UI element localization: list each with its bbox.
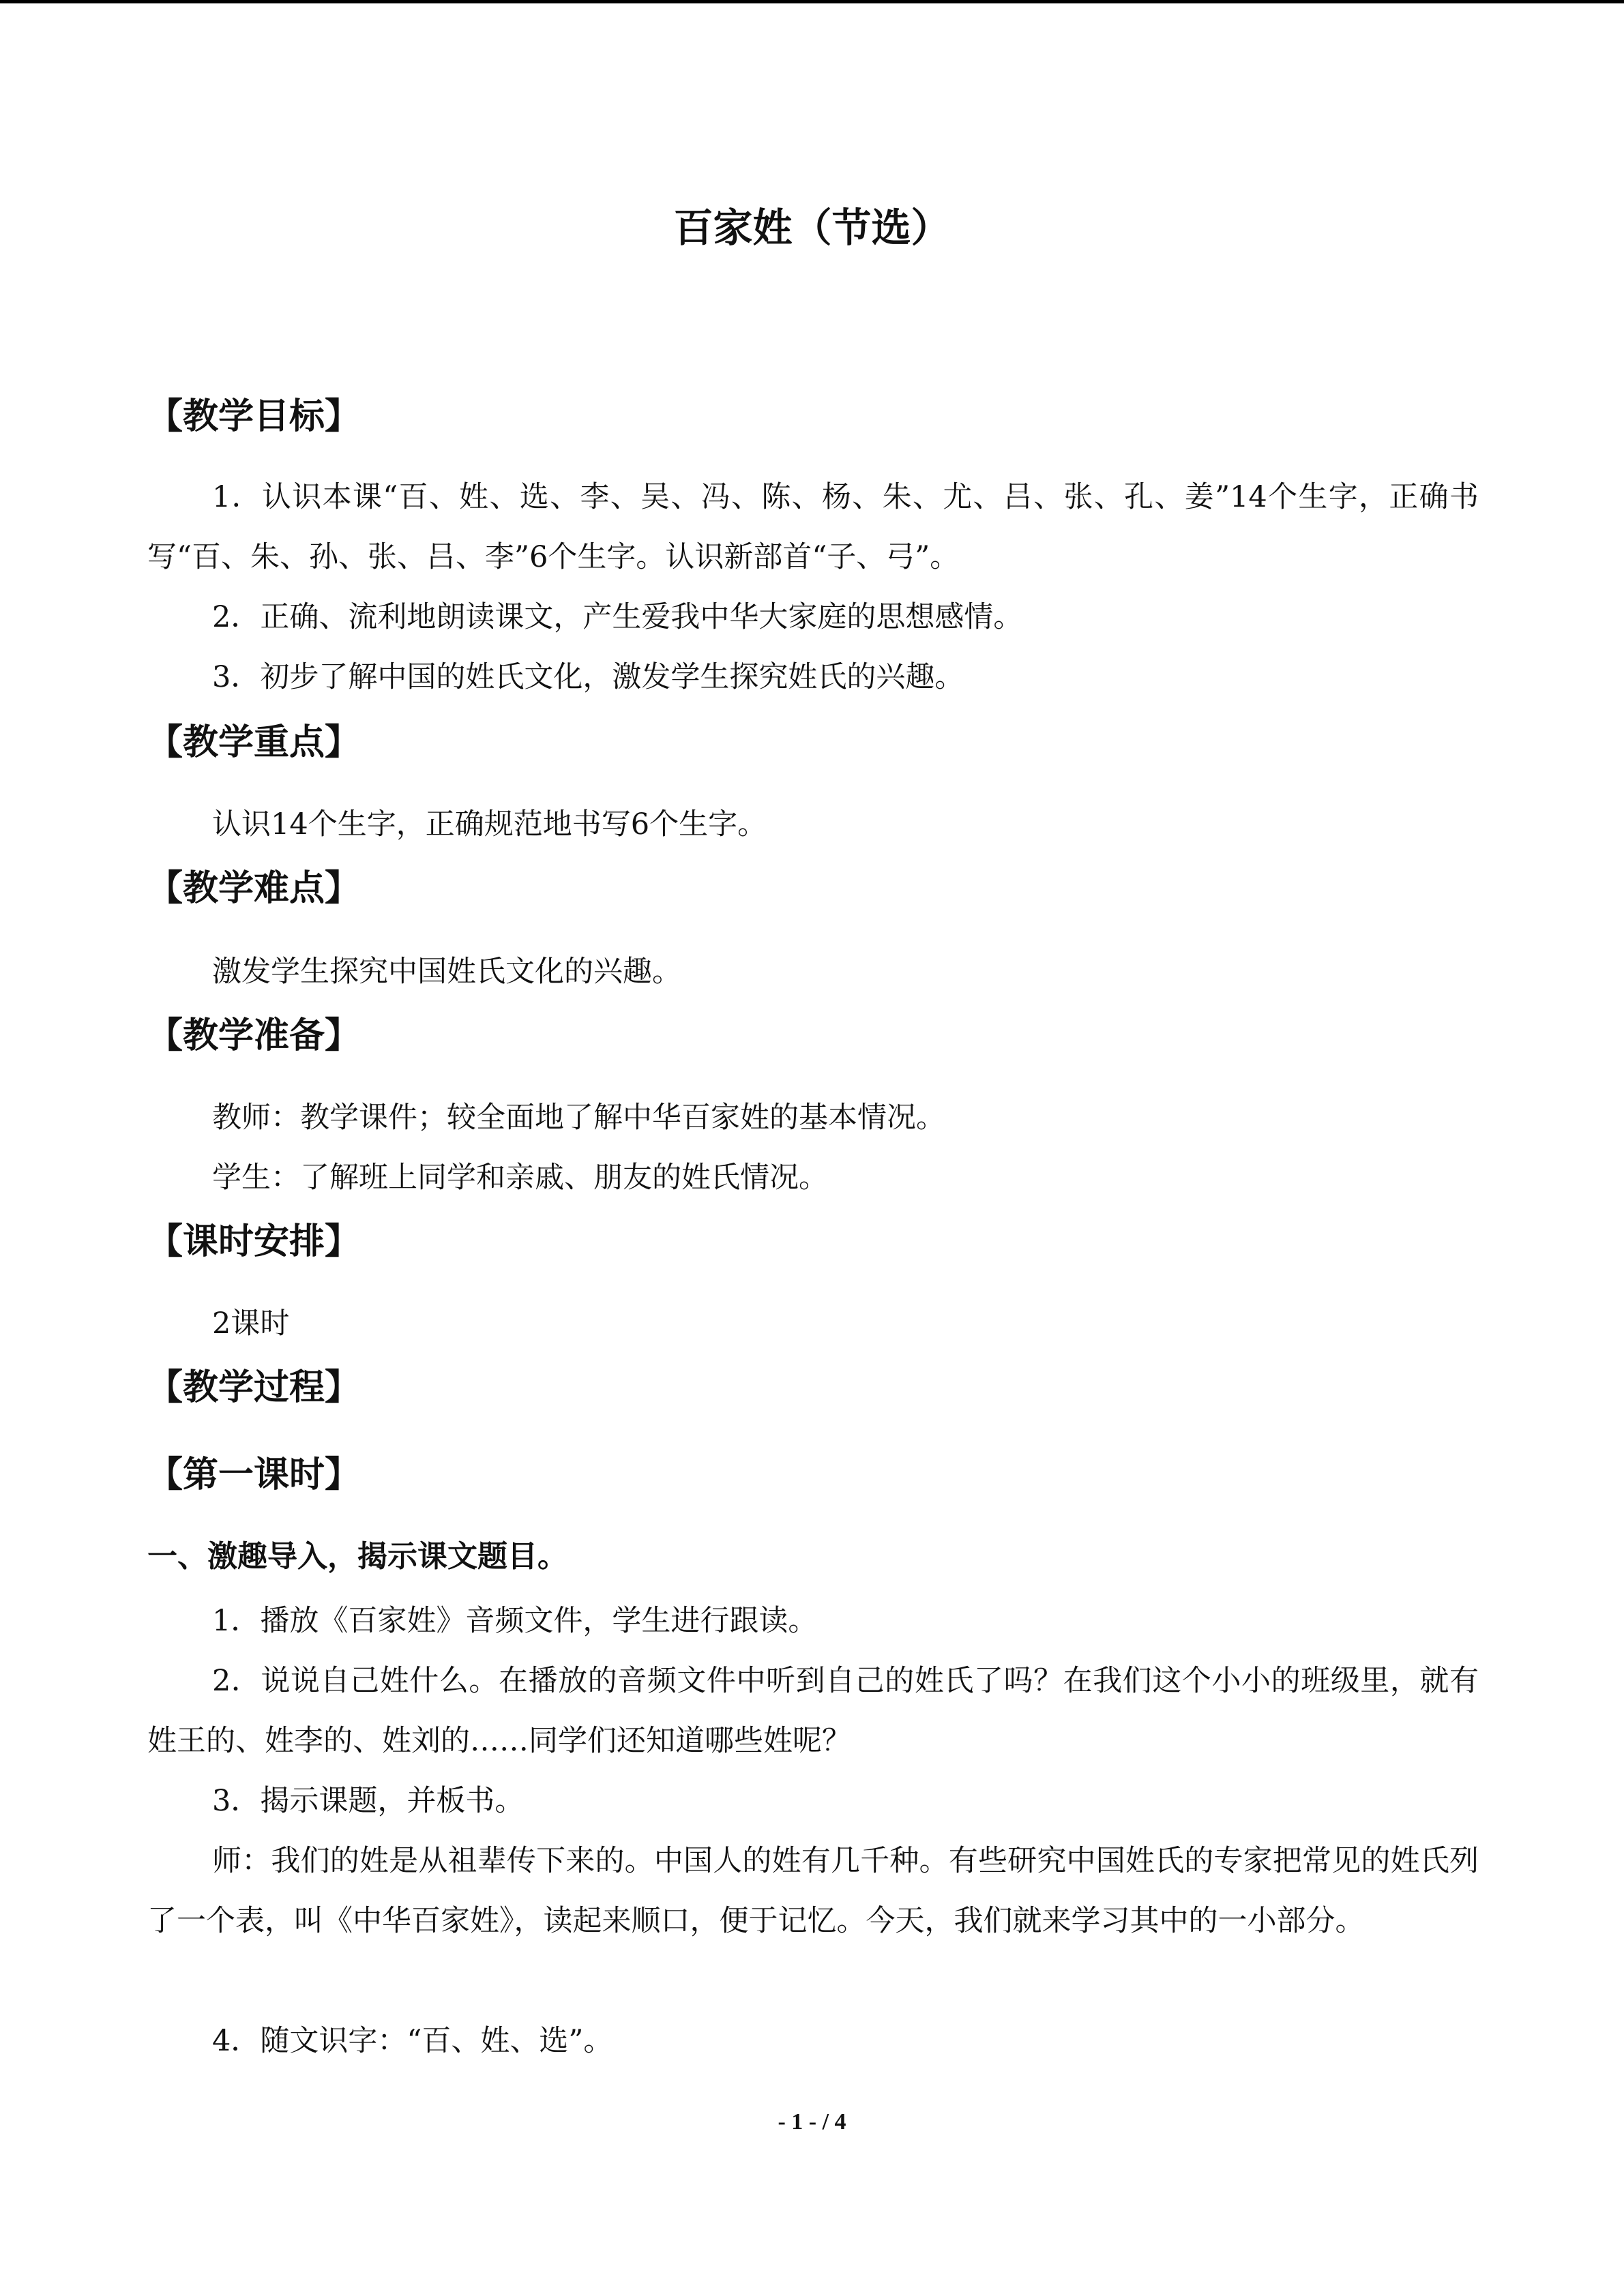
preparation-teacher: 教师：教学课件；较全面地了解中华百家姓的基本情况。	[212, 1101, 945, 1135]
lesson-1-item-4: 4．随文识字：“百、姓、选”。	[212, 2024, 613, 2058]
lesson-1-item-3: 3．揭示课题，并板书。	[212, 1784, 525, 1818]
page-number: - 1 - / 4	[778, 2109, 846, 2134]
document-title: 百家姓（节选）	[673, 205, 951, 251]
heading-schedule: 【课时安排】	[147, 1221, 361, 1262]
heading-key-points: 【教学重点】	[147, 722, 361, 763]
schedule-text: 2课时	[212, 1307, 290, 1341]
heading-difficulties: 【教学难点】	[147, 868, 361, 909]
lesson-1-item-2: 2．说说自己姓什么。在播放的音频文件中听到自己的姓氏了吗？在我们这个小小的班级里，就有姓王的、姓李的、姓刘的……同学们还知道哪些姓呢？	[147, 1664, 1479, 1758]
goal-item-1: 1．认识本课“百、姓、选、李、吴、冯、陈、杨、朱、尤、吕、张、孔、姜”14个生字，正确书写“百、朱、孙、张、吕、李”6个生字。认识新部首“子、弓”。	[147, 480, 1479, 574]
heading-teaching-goals: 【教学目标】	[147, 396, 361, 437]
heading-preparation: 【教学准备】	[147, 1015, 361, 1056]
goal-item-3: 3．初步了解中国的姓氏文化，激发学生探究姓氏的兴趣。	[212, 660, 964, 694]
goal-item-2: 2．正确、流利地朗读课文，产生爱我中华大家庭的思想感情。	[212, 600, 1023, 634]
key-points-text: 认识14个生字，正确规范地书写6个生字。	[212, 807, 767, 841]
heading-lesson-1: 【第一课时】	[147, 1455, 361, 1495]
lesson-1-teacher-speech: 师：我们的姓是从祖辈传下来的。中国人的姓有几千种。有些研究中国姓氏的专家把常见的姓氏列了一个表，叫《中华百家姓》，读起来顺口，便于记忆。今天，我们就来学习其中的一小部分。	[147, 1844, 1479, 1938]
lesson-1-item-1: 1．播放《百家姓》音频文件，学生进行跟读。	[212, 1604, 818, 1638]
heading-process: 【教学过程】	[147, 1367, 361, 1408]
difficulties-text: 激发学生探究中国姓氏文化的兴趣。	[212, 955, 681, 989]
lesson-1-part-1-title: 一、激趣导入，揭示课文题目。	[147, 1539, 567, 1574]
preparation-students: 学生：了解班上同学和亲戚、朋友的姓氏情况。	[212, 1161, 828, 1195]
